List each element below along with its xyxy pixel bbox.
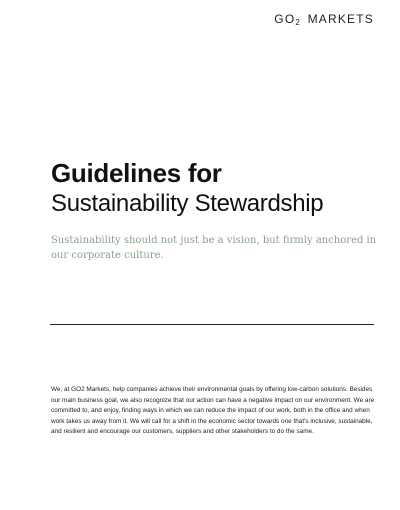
divider-rule — [50, 324, 374, 325]
brand-subscript: 2 — [295, 18, 302, 27]
brand-prefix: GO — [274, 12, 296, 26]
brand-suffix: MARKETS — [307, 12, 374, 26]
brand-logo — [274, 12, 374, 27]
tagline: Sustainability should not just be a vision, but firmly anchored in our corporate culture. — [51, 235, 377, 261]
document-title-line2: Sustainability Stewardship — [51, 190, 324, 217]
document-title-line1: Guidelines for — [51, 158, 222, 188]
intro-paragraph: We, at GO2 Markets, help companies achieve their environmental goals by offering low-carbon solutions. Besides our main business goal, we also recognize that our action can have a negative impact on our environment. We are committed to, and enjoy, finding ways in which we can reduce the impact of our work, both in the office and when work takes us away from it. We will call for a shift in the economic sector towards one that's inclusive, sustainable, and resilient and encourage our customers, suppliers and other stakeholders to do the same. — [51, 386, 375, 436]
